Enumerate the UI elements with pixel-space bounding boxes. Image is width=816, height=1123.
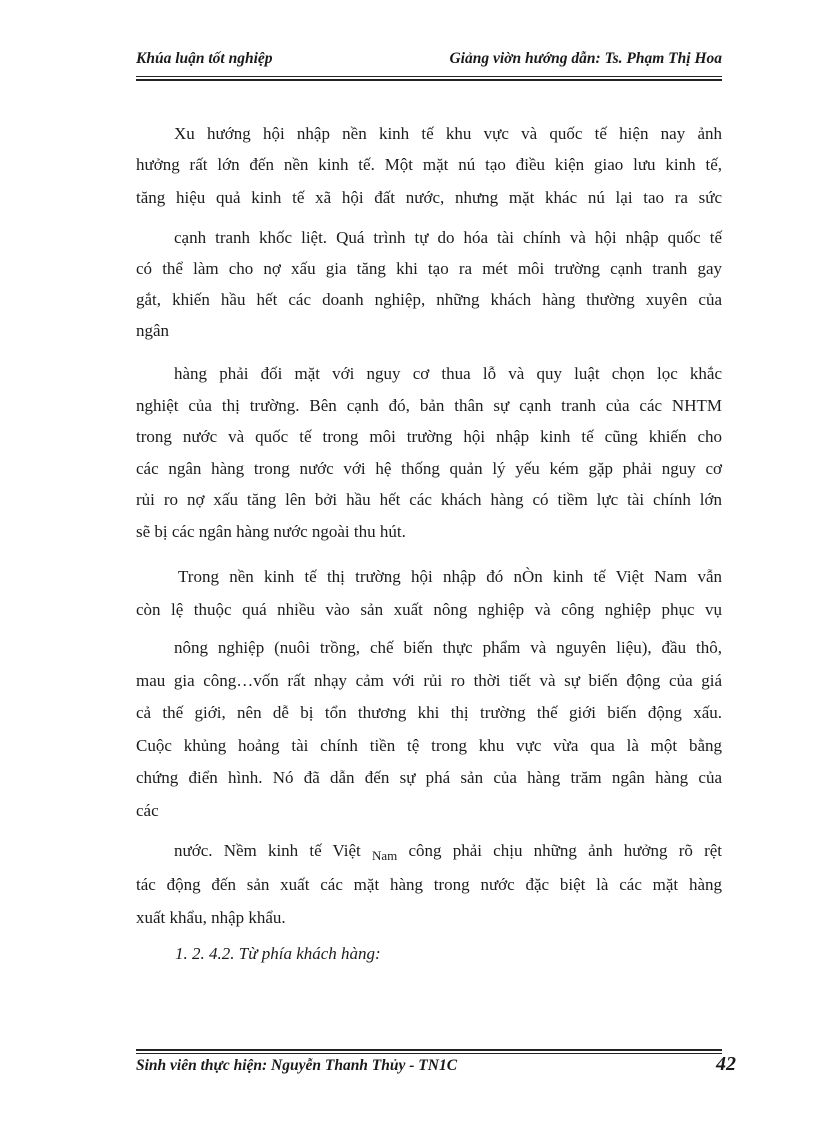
text-fragment: nước. Nềm kinh tế Việt xyxy=(174,841,361,860)
text-line: hàng phải đối mặt với nguy cơ thua lỗ và quy luật chọn lọc khắc xyxy=(174,364,722,383)
text-line: ngân xyxy=(136,321,170,340)
paragraph-5 xyxy=(136,632,722,827)
page-footer xyxy=(136,1055,736,1081)
page-number: 42 xyxy=(716,1053,736,1075)
text-line: hưởng rất lớn đến nền kinh tế. Một mặt nú tạo điều kiện giao lưu kinh tế, xyxy=(136,155,722,174)
header-thesis-title: Khúa luận tốt nghiệp xyxy=(136,50,273,67)
text-line: sẽ bị các ngân hàng nước ngoài thu hút. xyxy=(136,521,406,541)
text-line: nông nghiệp (nuôi trồng, chế biến thực phẩm và nguyên liệu), đầu thô, xyxy=(174,638,722,657)
text-line: rủi ro nợ xấu tăng lên bởi hầu hết các khách hàng có tiềm lực tài chính lớn xyxy=(136,490,722,509)
text-fragment: công phải chịu những ảnh hưởng rõ rệt xyxy=(408,841,723,860)
text-line: chứng điển hình. Nó đã dẫn đến sự phá sản của hàng trăm ngân hàng của xyxy=(136,768,722,787)
text-line: các ngân hàng trong nước với hệ thống quản lý yếu kém gặp phải nguy cơ xyxy=(136,458,722,478)
header-supervisor: Giảng viờn hướng dẫn: Ts. Phạm Thị Hoa xyxy=(449,50,722,67)
text-line xyxy=(136,834,722,868)
text-line: tăng hiệu quả kinh tế xã hội đất nước, nhưng mặt khác nú lại tao ra sức xyxy=(136,188,722,207)
text-line: Cuộc khủng hoảng tài chính tiền tệ trong khu vực vừa qua là một bằng xyxy=(136,735,722,755)
text-line: nghiệt của thị trường. Bên cạnh đó, bản thân sự cạnh tranh của các NHTM xyxy=(136,395,722,415)
paragraph-1 xyxy=(136,118,722,214)
paragraph-2 xyxy=(136,222,722,346)
paragraph-6 xyxy=(136,834,722,934)
text-line: các xyxy=(136,800,159,820)
header-rule-thin xyxy=(136,76,722,77)
text-line: Trong nền kinh tế thị trường hội nhập đó nÒn kinh tế Việt Nam vẫn xyxy=(178,567,722,586)
footer-rule-thin xyxy=(136,1053,722,1054)
text-line: mau gia công…vốn rất nhạy cảm với rủi ro thời tiết và sự biến động của giá xyxy=(136,670,722,690)
header-rule-thick xyxy=(136,79,722,81)
footer-rule-thick xyxy=(136,1049,722,1051)
text-line: gắt, khiến hầu hết các doanh nghiệp, những khách hàng thường xuyên của xyxy=(136,290,722,309)
text-line: trong nước và quốc tế trong môi trường hội nhập kinh tế cũng khiến cho xyxy=(136,427,722,446)
text-line: Xu hướng hội nhập nền kinh tế khu vực và quốc tế hiện nay ảnh xyxy=(174,124,722,143)
page-header xyxy=(136,48,722,72)
text-line: cả thế giới, nên dễ bị tổn thương khi thị trường thế giới biến động xấu. xyxy=(136,703,722,722)
text-fragment-nam: Nam xyxy=(371,848,398,863)
text-line: xuất khẩu, nhập khẩu. xyxy=(136,908,286,927)
paragraph-4 xyxy=(136,560,722,626)
text-line: tác động đến sản xuất các mặt hàng trong nước đặc biệt là các mặt hàng xyxy=(136,875,722,894)
section-subheading: 1. 2. 4.2. Từ phía khách hàng: xyxy=(175,944,381,963)
text-line: còn lệ thuộc quá nhiều vào sản xuất nông nghiệp và công nghiệp phục vụ xyxy=(136,600,722,619)
text-line: có thể làm cho nợ xấu gia tăng khi tạo ra mét môi trường cạnh tranh gay xyxy=(136,259,722,278)
footer-student: Sinh viên thực hiện: Nguyễn Thanh Thủy - TN1C xyxy=(136,1057,458,1074)
text-line: cạnh tranh khốc liệt. Quá trình tự do hóa tài chính và hội nhập quốc tế xyxy=(174,228,722,247)
paragraph-3 xyxy=(136,358,722,547)
